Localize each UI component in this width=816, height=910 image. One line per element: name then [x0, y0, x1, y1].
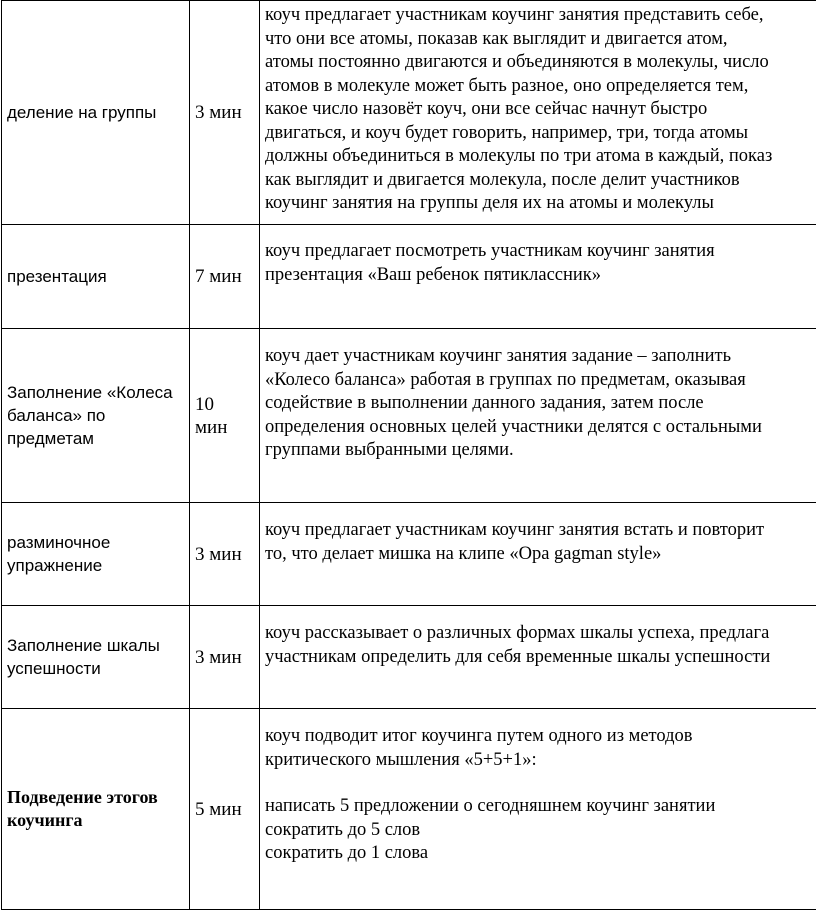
lesson-plan-table — [1, 0, 816, 910]
stage-label-line: упражнение — [7, 554, 189, 577]
description-line: какое число назовёт коуч, они все сейчас начнут быстро — [265, 98, 816, 122]
time-label-line: 10 — [195, 393, 259, 416]
stage-cell — [2, 225, 190, 329]
stage-cell — [2, 1, 190, 225]
time-cell — [190, 329, 260, 503]
description-line: определения основных целей участники делятся с остальными — [265, 416, 816, 440]
table-row — [2, 606, 816, 709]
stage-label-line: баланса» по — [7, 404, 189, 427]
description-line: «Колесо баланса» работая в группах по предметам, оказывая — [265, 369, 816, 393]
time-cell — [190, 1, 260, 225]
time-label: 3 мин — [195, 647, 242, 668]
description-line: коуч подводит итог коучинга путем одного из методов — [265, 725, 816, 749]
description-line: должны объединиться в молекулы по три атома в каждый, показ — [265, 145, 816, 169]
description-line: презентация «Ваш ребенок пятиклассник» — [265, 264, 816, 288]
description-line: коуч предлагает участникам коучинг занятия встать и повторит — [265, 519, 816, 543]
description-line: группами выбранными целями. — [265, 439, 816, 463]
stage-label-line: Заполнение «Колеса — [7, 381, 189, 404]
blank-line — [265, 772, 816, 795]
time-cell — [190, 709, 260, 910]
stage-label-line: предметам — [7, 427, 189, 450]
description-cell — [260, 329, 816, 503]
description-line: коуч предлагает участникам коучинг занятия представить себе, — [265, 4, 816, 28]
stage-label: презентация — [7, 267, 107, 286]
stage-cell — [2, 329, 190, 503]
description-line: что они все атомы, показав как выглядит и двигается атом, — [265, 28, 816, 52]
description-line: как выглядит и двигается молекула, после делит участников — [265, 169, 816, 193]
stage-label-line: Заполнение шкалы — [7, 634, 189, 657]
table-row — [2, 329, 816, 503]
description-line: сократить до 5 слов — [265, 819, 816, 843]
stage-label: деление на группы — [7, 103, 156, 122]
time-label: 5 мин — [195, 799, 242, 820]
table-row — [2, 709, 816, 910]
description-cell — [260, 606, 816, 709]
description-line: коуч дает участникам коучинг занятия задание – заполнить — [265, 345, 816, 369]
description-line: двигаться, и коуч будет говорить, например, три, тогда атомы — [265, 122, 816, 146]
description-line: написать 5 предложении о сегодняшнем коучинг занятии — [265, 795, 816, 819]
stage-label-line: коучинга — [7, 809, 189, 832]
time-label: 3 мин — [195, 102, 242, 123]
stage-cell — [2, 503, 190, 606]
description-line: коучинг занятия на группы деля их на атомы и молекулы — [265, 192, 816, 216]
time-label: 7 мин — [195, 266, 242, 287]
description-cell — [260, 503, 816, 606]
stage-label-line: Подведение этогов — [7, 786, 189, 809]
description-line: атомы постоянно двигаются и объединяются в молекулы, число — [265, 51, 816, 75]
description-line: коуч рассказывает о различных формах шкалы успеха, предлага — [265, 622, 816, 646]
time-label-line: мин — [195, 416, 259, 439]
table-row — [2, 503, 816, 606]
time-label: 3 мин — [195, 544, 242, 565]
description-cell — [260, 225, 816, 329]
table-row — [2, 225, 816, 329]
stage-cell — [2, 709, 190, 910]
description-line: атомов в молекуле может быть разное, оно определяется тем, — [265, 75, 816, 99]
table-row — [2, 1, 816, 225]
description-cell — [260, 1, 816, 225]
description-line: коуч предлагает посмотреть участникам коучинг занятия — [265, 240, 816, 264]
stage-cell — [2, 606, 190, 709]
stage-label-line: разминочное — [7, 531, 189, 554]
stage-label-line: успешности — [7, 657, 189, 680]
description-line: сократить до 1 слова — [265, 842, 816, 866]
time-cell — [190, 225, 260, 329]
description-line: критического мышления «5+5+1»: — [265, 749, 816, 773]
time-cell — [190, 606, 260, 709]
description-cell — [260, 709, 816, 910]
description-line: содействие в выполнении данного задания, затем после — [265, 392, 816, 416]
description-line: участникам определить для себя временные шкалы успешности — [265, 646, 816, 670]
description-line: то, что делает мишка на клипе «Opa gagman style» — [265, 543, 816, 567]
time-cell — [190, 503, 260, 606]
